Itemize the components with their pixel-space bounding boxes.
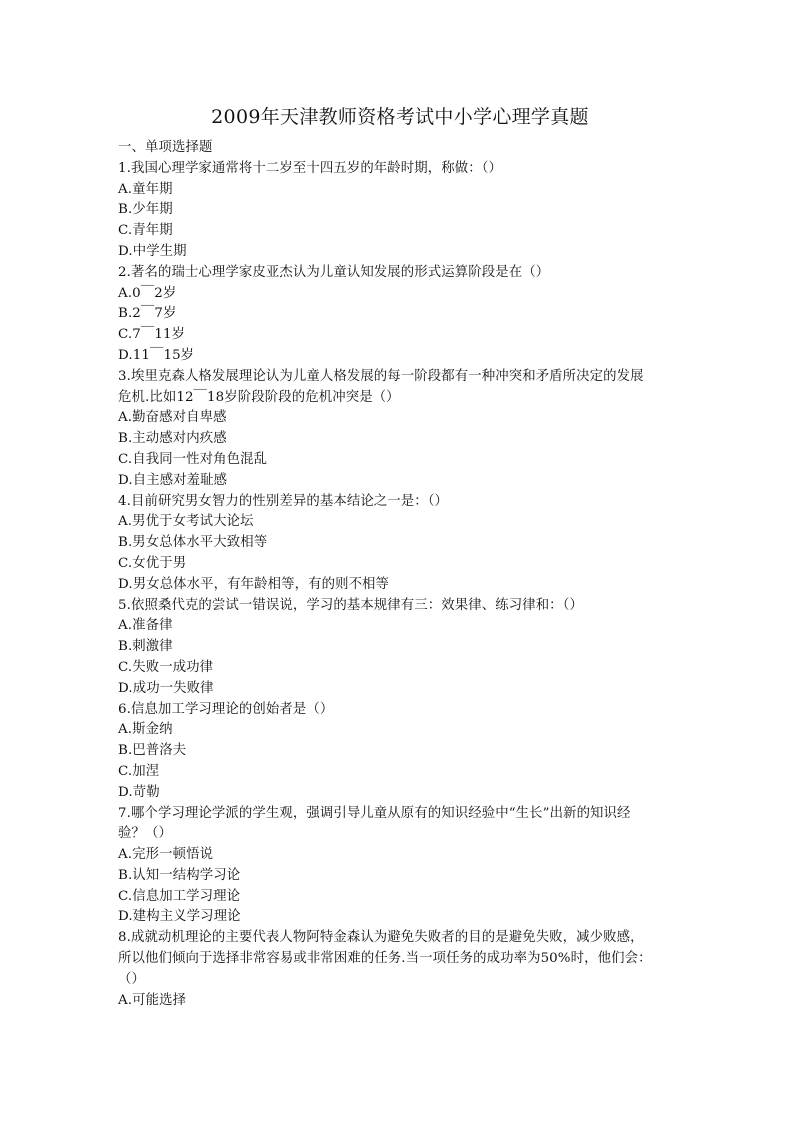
document-page [118, 104, 678, 1011]
question-text-continued: 所以他们倾向于选择非常容易或非常困难的任务.当一项任务的成功率为50%时，他们会： [118, 951, 652, 967]
answer-option: C.7￣11岁 [118, 327, 186, 343]
answer-option: D.自主感对羞耻感 [118, 472, 228, 488]
question-text: 5.依照桑代克的尝试一错误说，学习的基本规律有三：效果律、练习律和：（） [118, 597, 583, 613]
answer-option: C.青年期 [118, 223, 173, 239]
answer-option: B.少年期 [118, 202, 173, 218]
answer-option: B.刺激律 [118, 639, 173, 655]
answer-option: C.信息加工学习理论 [118, 888, 241, 904]
question-text-continued: 危机.比如12￣18岁阶段阶段的危机冲突是（） [118, 389, 400, 405]
answer-option: A.完形一顿悟说 [118, 847, 214, 863]
answer-option: D.成功一失败律 [118, 680, 214, 696]
answer-option: A.男优于女考试大论坛 [118, 514, 254, 530]
question-text: 2.著名的瑞士心理学家皮亚杰认为儿童认知发展的形式运算阶段是在（） [118, 264, 550, 280]
document-body [118, 138, 678, 1011]
question-text-continued: （） [118, 971, 145, 987]
answer-option: D.苛勒 [118, 784, 160, 800]
question-text: 8.成就动机理论的主要代表人物阿特金森认为避免失败者的目的是避免失败，减少败感， [118, 930, 644, 946]
question-text: 7.哪个学习理论学派的学生观，强调引导儿童从原有的知识经验中“生长”出新的知识经 [118, 805, 631, 821]
answer-option: D.建构主义学习理论 [118, 909, 241, 925]
answer-option: C.失败一成功律 [118, 659, 214, 675]
answer-option: A.童年期 [118, 181, 173, 197]
answer-option: D.中学生期 [118, 243, 187, 259]
question-text: 3.埃里克森人格发展理论认为儿童人格发展的每一阶段都有一种冲突和矛盾所决定的发展 [118, 368, 644, 384]
answer-option: A.勤奋感对自卑感 [118, 410, 227, 426]
page-title: 2009年天津教师资格考试中小学心理学真题 [211, 106, 589, 128]
answer-option: B.认知一结构学习论 [118, 867, 241, 883]
answer-option: D.11￣15岁 [118, 347, 195, 363]
answer-option: A.可能选择 [118, 992, 187, 1008]
answer-option: B.2￣7岁 [118, 306, 177, 322]
question-text: 1.我国心理学家通常将十二岁至十四五岁的年龄时期，称做：（） [118, 160, 503, 176]
answer-option: B.男女总体水平大致相等 [118, 535, 268, 551]
question-text-continued: 验？（） [118, 826, 172, 842]
question-text: 4.目前研究男女智力的性别差异的基本结论之一是：（） [118, 493, 449, 509]
answer-option: C.女优于男 [118, 555, 187, 571]
answer-option: C.加涅 [118, 763, 160, 779]
answer-option: C.自我同一性对角色混乱 [118, 451, 268, 467]
answer-option: A.斯金纳 [118, 722, 173, 738]
answer-option: B.巴普洛夫 [118, 743, 187, 759]
answer-option: B.主动感对内疚感 [118, 431, 227, 447]
answer-option: D.男女总体水平，有年龄相等，有的则不相等 [118, 576, 390, 592]
answer-option: A.0￣2岁 [118, 285, 177, 301]
section-heading: 一、单项选择题 [118, 140, 213, 155]
question-text: 6.信息加工学习理论的创始者是（） [118, 701, 334, 717]
answer-option: A.准备律 [118, 618, 173, 634]
